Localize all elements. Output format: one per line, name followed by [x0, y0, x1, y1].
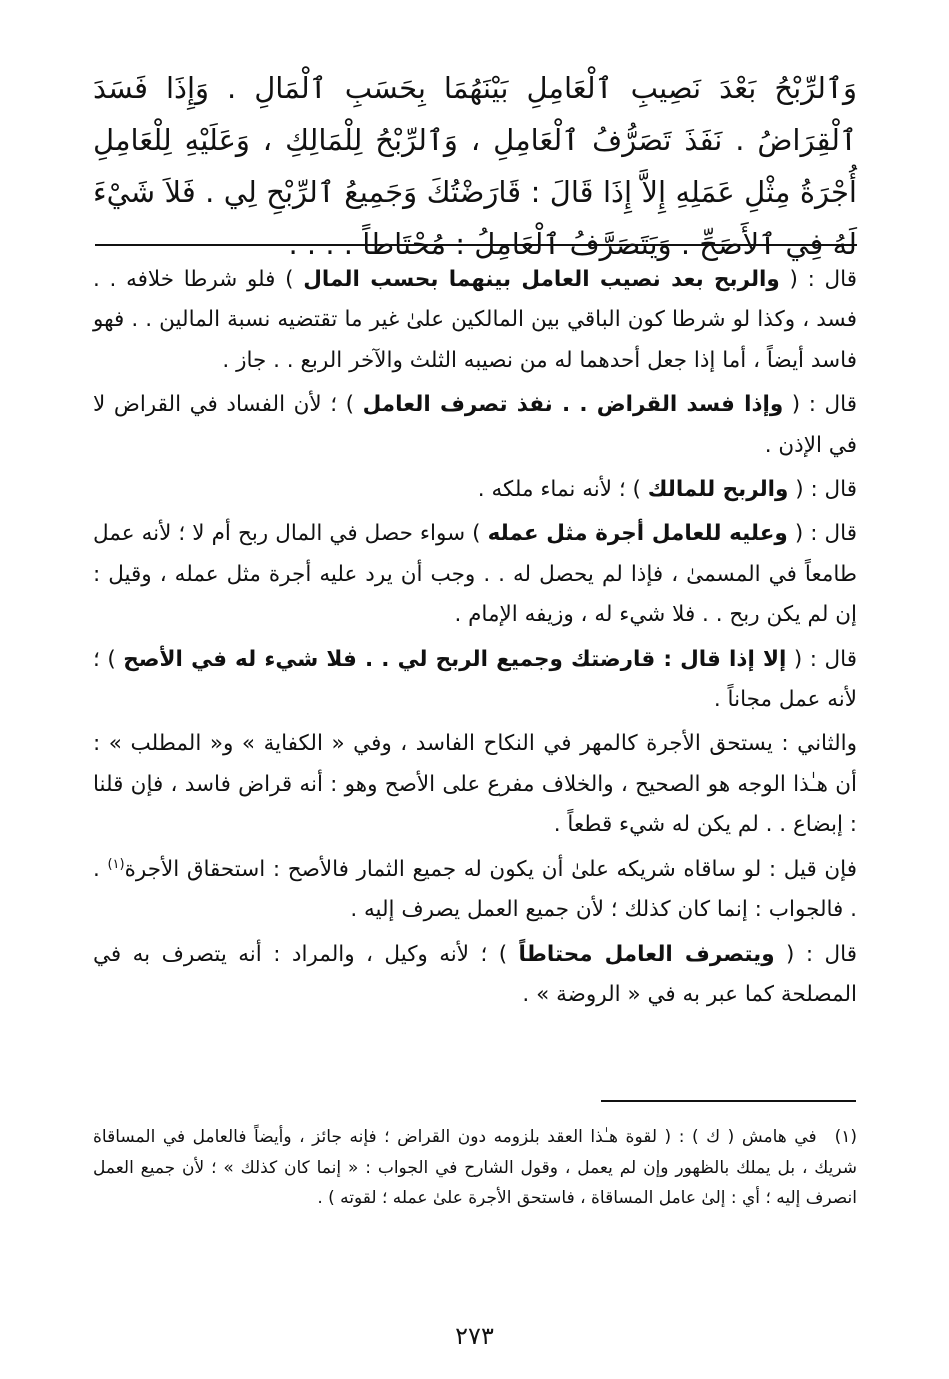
paragraph-body-continued: . . فالجواب : إنما كان كذلك ؛ لأن جميع العمل يصرف إليه .: [93, 856, 857, 923]
commentary-paragraph-1: [93, 260, 857, 381]
paragraph-lead: قال : (: [774, 941, 857, 967]
paragraph-body: فإن قيل : لو ساقاه شريكه علىٰ أن يكون له جميع الثمار فالأصح : استحقاق الأجرة: [124, 856, 857, 882]
footnote-text: في هامش ( ك ) : ( لقوة هـٰذا العقد بلزومه دون القراض ؛ فإنه جائز ، وأيضاً فالعامل في المساقاة شريك ، بل يملك بالظهور وإن لم يعمل ، وقول الشارح في الجواب : « إنما كان كذلك » ؛ لأن جميع العمل انصرف إليه ؛ أي : إلىٰ عامل المساقاة ، فاستحق الأجرة علىٰ عمله ؛ لقوته ) .: [93, 1127, 857, 1208]
paragraph-body: ) فلو شرطا خلافه . . فسد ، وكذا لو شرطا كون الباقي بين المالكين علىٰ غير ما تقتضيه نسبة المالين . . فهو فاسد أيضاً ، أما إذا جعل أحدهما له من نصيبه الثلث والآخر الربع . . جاز .: [93, 267, 857, 373]
quoted-text: إلا إذا قال : قارضتك وجميع الربح لي . . فلا شيء له في الأصح: [123, 646, 787, 672]
paragraph-body: ) ؛ لأنه وكيل ، والمراد : أنه يتصرف به في المصلحة كما عبر به في « الروضة » .: [93, 941, 857, 1007]
paragraph-lead: قال : (: [788, 477, 857, 503]
quoted-text: والربح بعد نصيب العامل بينهما بحسب المال: [303, 267, 780, 292]
footnote: [93, 1122, 857, 1214]
paragraph-body: ) سواء حصل في المال ربح أم لا ؛ لأنه عمل طامعاً في المسمىٰ ، فإذا لم يحصل له . . وجب أن يرد عليه أجرة مثل عمله ، وقيل : إن لم يكن ربح . . فلا شيء له ، وزيفه الإمام .: [93, 521, 857, 628]
quoted-text: وعليه للعامل أجرة مثل عمله: [487, 521, 788, 547]
commentary-paragraph-4: [93, 514, 857, 635]
commentary-paragraph-2: [93, 385, 857, 466]
commentary-paragraph-6: والثاني : يستحق الأجرة كالمهر في النكاح الفاسد ، وفي « الكفاية » و« المطلب » : أن هـٰذا الوجه هو الصحيح ، والخلاف مفرع على الأصح وهو : أنه قراض فاسد ، فإن قلنا : إبضاع . . لم يكن له شيء قطعاً .: [93, 731, 857, 838]
quoted-text: والربح للمالك: [647, 477, 789, 503]
paragraph-lead: قال : (: [787, 521, 857, 547]
commentary-paragraph-7: [93, 850, 857, 931]
commentary-paragraph-5: [93, 640, 857, 721]
paragraph-lead: قال : (: [779, 267, 857, 292]
main-text: وَٱلرِّبْحُ بَعْدَ نَصِيبِ ٱلْعَامِلِ بَيْنَهُمَا بِحَسَبِ ٱلْمَالِ . وَإِذَا فَسَدَ ٱلْقِرَاضُ . نَفَذَ تَصَرُّفُ ٱلْعَامِلِ ، وَٱلرِّبْحُ لِلْمَالِكِ ، وَعَلَيْهِ لِلْعَامِلِ أُجْرَةُ مِثْلِ عَمَلِهِ إِلاَّ إِذَا قَالَ : قَارَضْتُكَ وَجَمِيعُ ٱلرِّبْحِ لِي . فَلاَ شَيْءَ لَهُ فِي ٱلأَصَحِّ . وَيَتَصَرَّفُ ٱلْعَامِلُ : مُحْتَاطاً . . . .: [93, 71, 857, 261]
footnote-number: (١): [834, 1127, 857, 1147]
footnote-divider: [601, 1100, 856, 1102]
commentary-paragraph-8: [93, 935, 857, 1016]
commentary: [93, 260, 857, 1019]
paragraph-body: ) ؛ لأنه نماء ملكه .: [477, 477, 648, 503]
paragraph-lead: قال : (: [786, 646, 857, 672]
page-number: ٢٧٣: [455, 1322, 494, 1350]
paragraph-body: ) ؛ لأن الفساد في القراض لا في الإذن .: [93, 392, 857, 458]
paragraph-lead: قال : (: [783, 392, 857, 418]
paragraph-body: ) ؛ لأنه عمل مجاناً .: [93, 646, 857, 713]
footnote-reference[interactable]: (١): [107, 856, 125, 872]
commentary-paragraph-3: [93, 470, 857, 510]
main-text-divider: [95, 244, 857, 246]
quoted-text: وإذا فسد القراض . . نفذ تصرف العامل: [362, 392, 784, 418]
quoted-text: ويتصرف العامل محتاطاً: [518, 941, 775, 967]
